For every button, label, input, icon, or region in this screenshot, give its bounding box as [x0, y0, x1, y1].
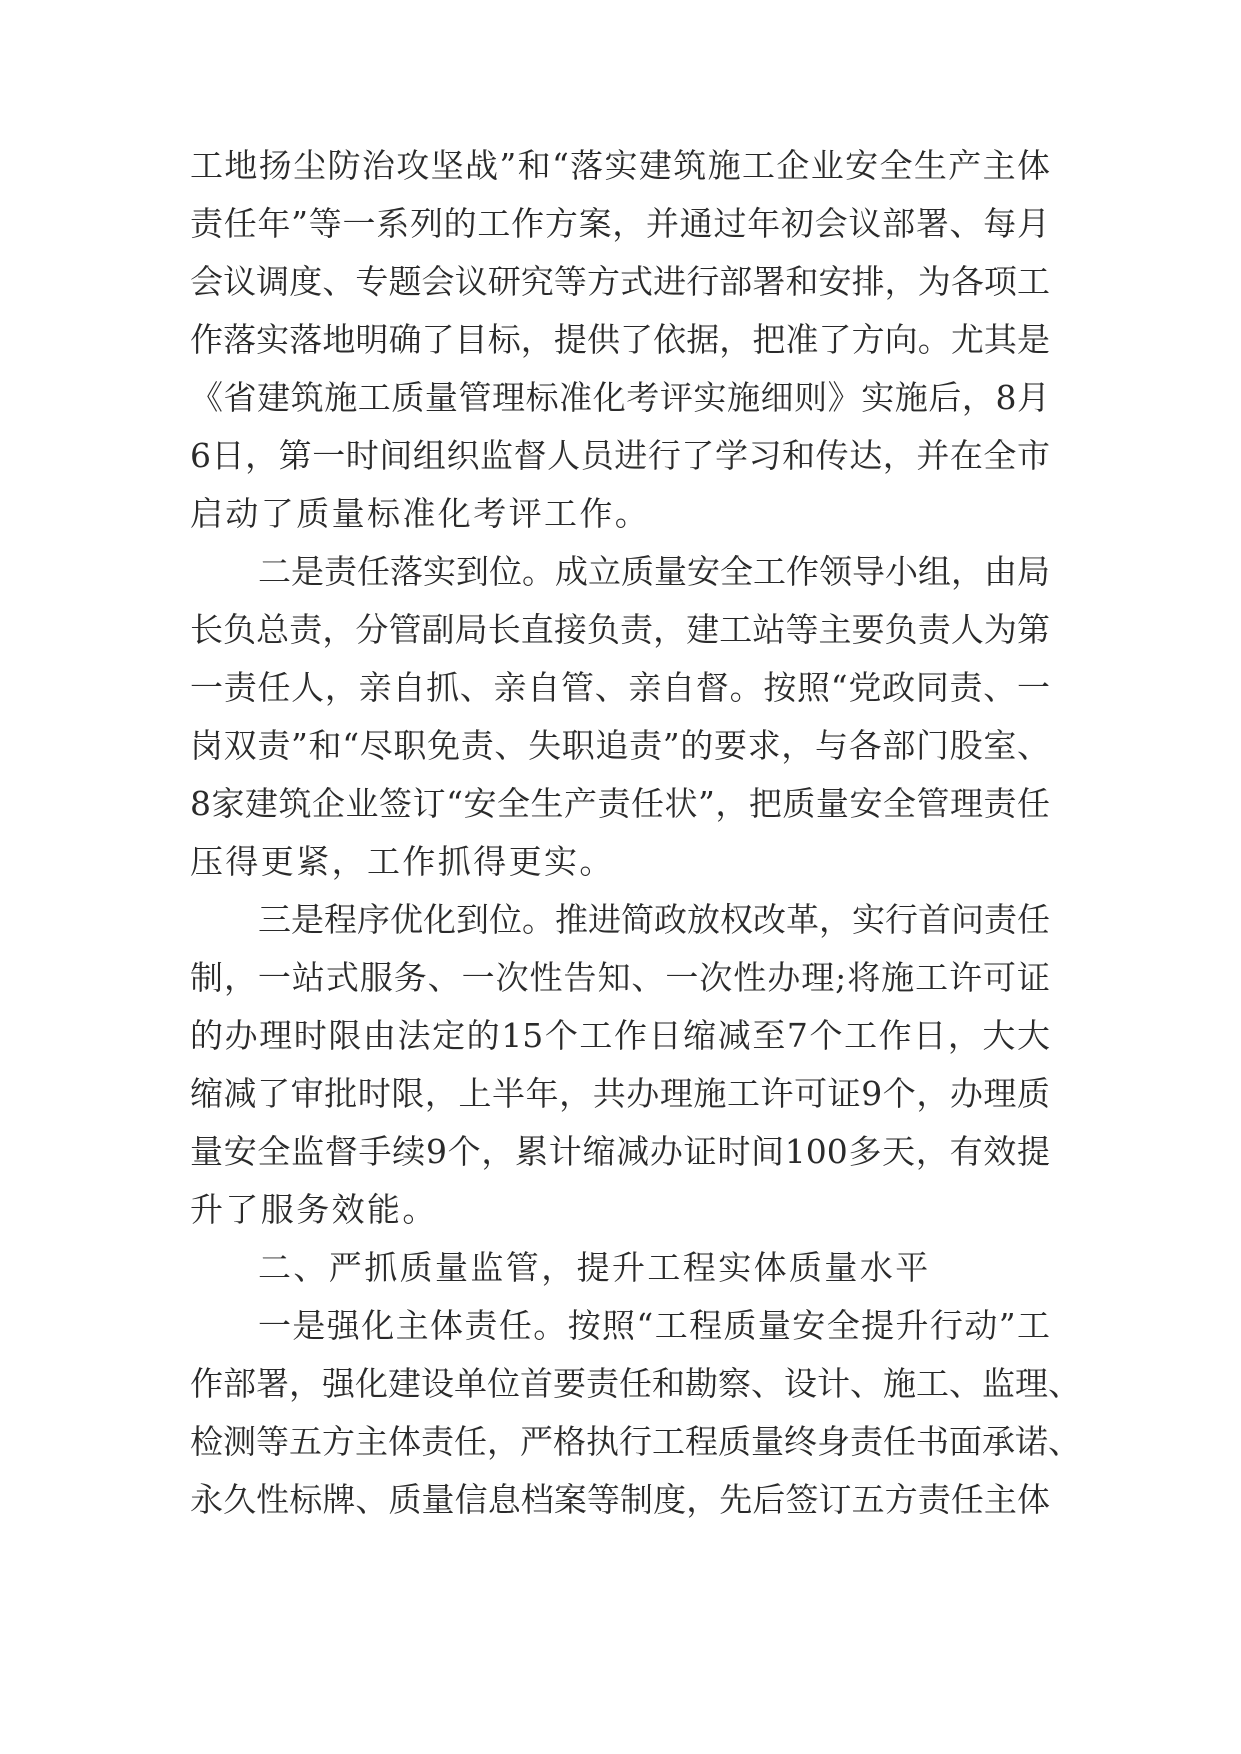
- paragraph-line: 一是强化主体责任。按照“工程质量安全提升行动”工: [258, 1306, 1050, 1345]
- paragraph-line: 作部署，强化建设单位首要责任和勘察、设计、施工、监理、: [190, 1364, 1081, 1403]
- paragraph-line: 缩减了审批时限，上半年，共办理施工许可证9个，办理质: [190, 1074, 1050, 1113]
- paragraph-line: 会议调度、专题会议研究等方式进行部署和安排，为各项工: [190, 262, 1050, 301]
- paragraph-line: 8家建筑企业签订“安全生产责任状”，把质量安全管理责任: [190, 784, 1050, 823]
- paragraph-line: 6日，第一时间组织监督人员进行了学习和传达，并在全市: [190, 436, 1050, 475]
- paragraph-line: 二是责任落实到位。成立质量安全工作领导小组，由局: [258, 552, 1050, 591]
- paragraph-line: 的办理时限由法定的15个工作日缩减至7个工作日，大大: [190, 1016, 1050, 1055]
- paragraph-line: 制，一站式服务、一次性告知、一次性办理;将施工许可证: [190, 958, 1050, 997]
- paragraph-line: 《省建筑施工质量管理标准化考评实施细则》实施后，8月: [190, 378, 1050, 417]
- section-heading: 二、严抓质量监管，提升工程实体质量水平: [258, 1248, 931, 1287]
- paragraph-line: 启动了质量标准化考评工作。: [190, 494, 651, 533]
- paragraph-line: 岗双责”和“尽职免责、失职追责”的要求，与各部门股室、: [190, 726, 1050, 765]
- paragraph-line: 永久性标牌、质量信息档案等制度，先后签订五方责任主体: [190, 1480, 1050, 1519]
- paragraph-line: 一责任人，亲自抓、亲自管、亲自督。按照“党政同责、一: [190, 668, 1050, 707]
- paragraph-line: 三是程序优化到位。推进简政放权改革，实行首问责任: [258, 900, 1050, 939]
- paragraph-line: 工地扬尘防治攻坚战”和“落实建筑施工企业安全生产主体: [190, 146, 1050, 185]
- paragraph-line: 检测等五方主体责任，严格执行工程质量终身责任书面承诺、: [190, 1422, 1081, 1461]
- paragraph-line: 责任年”等一系列的工作方案，并通过年初会议部署、每月: [190, 204, 1050, 243]
- paragraph-line: 压得更紧，工作抓得更实。: [190, 842, 615, 881]
- paragraph-line: 升了服务效能。: [190, 1190, 438, 1229]
- paragraph-line: 量安全监督手续9个，累计缩减办证时间100多天，有效提: [190, 1132, 1050, 1171]
- paragraph-line: 长负总责，分管副局长直接负责，建工站等主要负责人为第: [190, 610, 1050, 649]
- paragraph-line: 作落实落地明确了目标，提供了依据，把准了方向。尤其是: [190, 320, 1050, 359]
